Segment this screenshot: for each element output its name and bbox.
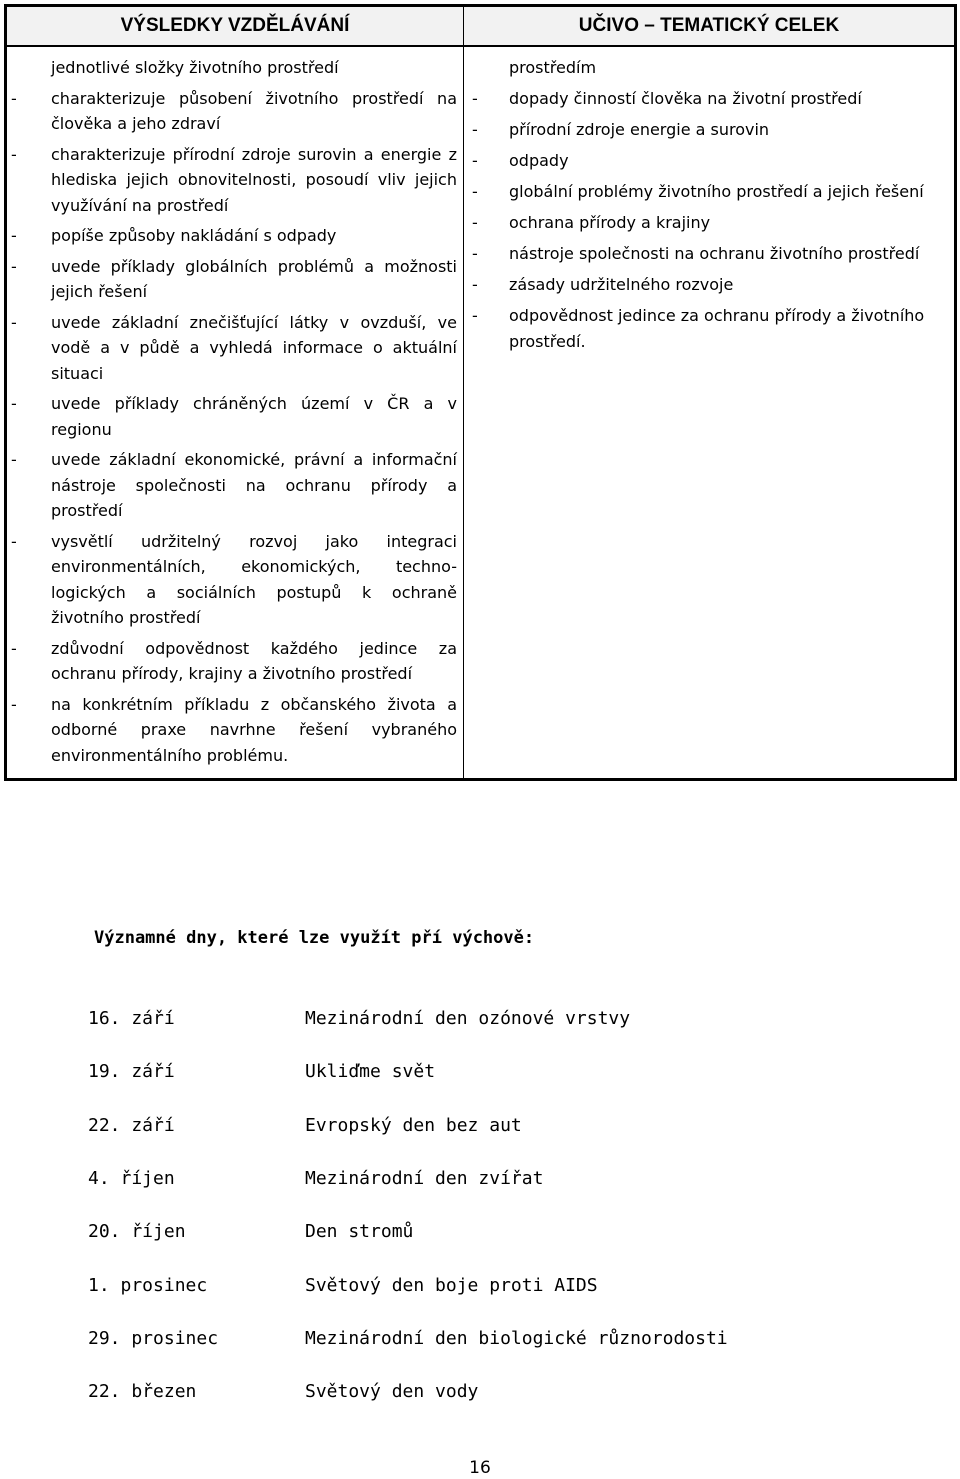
list-item-text: vysvětlí udržitelný rozvoj jako integraci environmentálních, ekonomických, techno-logických a sociálních postupů k ochraně životního prostředí	[51, 531, 457, 627]
list-item	[464, 272, 948, 298]
list-item-text: uvede příklady globálních problémů a možnosti jejich řešení	[51, 256, 457, 301]
list-item	[464, 55, 948, 81]
list-dash: -	[11, 531, 17, 551]
list-dash: -	[11, 638, 17, 658]
list-item	[7, 636, 457, 687]
list-item	[464, 241, 948, 267]
list-item-text: dopady činností člověka na životní prostředí	[509, 89, 862, 108]
list-item	[464, 86, 948, 112]
list-dash: -	[472, 89, 478, 108]
list-item-text: odpovědnost jedince za ochranu přírody a životního prostředí.	[509, 306, 925, 351]
day-date: 20. říjen	[88, 1221, 186, 1243]
list-dash: -	[11, 394, 17, 413]
list-item	[7, 55, 457, 81]
list-item	[464, 210, 948, 236]
list-item	[7, 223, 457, 249]
list-item	[7, 142, 457, 219]
day-date: 29. prosinec	[88, 1327, 219, 1349]
day-name: Ukliďme svět	[305, 1061, 436, 1083]
list-item	[7, 529, 457, 631]
list-item-text: přírodní zdroje energie a surovin	[509, 120, 770, 139]
list-item-text: charakterizuje působení životního prostředí na člověka a jeho zdraví	[51, 88, 457, 133]
list-item-text: uvede základní znečišťující látky v ovzduší, ve vodě a v půdě a vyhledá informace o aktuální situaci	[51, 312, 457, 383]
day-name: Mezinárodní den ozónové vrstvy	[305, 1008, 631, 1029]
curriculum-cell	[464, 46, 956, 780]
list-dash: -	[11, 144, 17, 164]
day-name: Světový den boje proti AIDS	[305, 1274, 598, 1296]
left-intro-text: jednotlivé složky životního prostředí	[51, 58, 339, 77]
list-item-text: zásady udržitelného rozvoje	[509, 275, 734, 294]
list-item	[464, 303, 948, 354]
learning-outcomes-cell	[6, 46, 464, 780]
day-date: 4. říjen	[88, 1167, 175, 1189]
important-day-row	[88, 1381, 478, 1411]
list-dash: -	[11, 312, 17, 332]
list-item-text: ochrana přírody a krajiny	[509, 213, 711, 232]
curriculum-list	[464, 86, 948, 354]
list-dash: -	[472, 120, 478, 139]
list-dash: -	[472, 275, 478, 294]
important-day-row	[88, 1221, 413, 1251]
list-item	[7, 254, 457, 305]
list-dash: -	[472, 306, 478, 325]
important-day-row	[88, 1061, 435, 1091]
day-name: Mezinárodní den zvířat	[305, 1167, 544, 1189]
list-item-text: odpady	[509, 151, 569, 170]
list-item-text: globální problémy životního prostředí a jejich řešení	[509, 182, 924, 201]
header-curriculum-topic: UČIVO – TEMATICKÝ CELEK	[464, 6, 956, 47]
list-item-text: nástroje společnosti na ochranu životního prostředí	[509, 244, 920, 263]
list-item	[7, 391, 457, 442]
important-day-row	[88, 1275, 598, 1305]
list-item	[464, 148, 948, 174]
header-learning-outcomes: VÝSLEDKY VZDĚLÁVÁNÍ	[6, 6, 464, 47]
list-item	[464, 179, 948, 205]
list-item	[464, 117, 948, 143]
day-date: 22. září	[88, 1114, 175, 1136]
table-header-row	[6, 6, 956, 47]
table-row	[6, 46, 956, 780]
list-dash: -	[11, 450, 17, 469]
day-name: Mezinárodní den biologické různorodosti	[305, 1327, 728, 1349]
day-name: Den stromů	[305, 1221, 414, 1243]
curriculum-table	[4, 4, 957, 781]
day-date: 16. září	[88, 1008, 175, 1029]
list-item-text: popíše způsoby nakládání s odpady	[51, 226, 337, 245]
page-number: 16	[469, 1458, 491, 1478]
day-date: 19. září	[88, 1061, 175, 1083]
learning-outcomes-list	[7, 86, 457, 769]
day-date: 22. březen	[88, 1381, 197, 1403]
list-dash: -	[11, 694, 17, 714]
important-day-row	[88, 1168, 543, 1198]
list-item-text: charakterizuje přírodní zdroje surovin a energie z hlediska jejich obnovitelnosti, posoudí vliv jejich využívání na prostředí	[51, 144, 457, 215]
important-day-row	[88, 1008, 630, 1038]
list-dash: -	[11, 226, 17, 245]
list-item	[7, 86, 457, 137]
list-dash: -	[472, 182, 478, 201]
list-dash: -	[11, 88, 17, 108]
list-item	[7, 692, 457, 769]
list-dash: -	[472, 213, 478, 232]
list-item-text: na konkrétním příkladu z občanského života a odborné praxe navrhne řešení vybraného environmentálního problému.	[51, 694, 457, 765]
list-dash: -	[472, 151, 478, 170]
day-name: Evropský den bez aut	[305, 1114, 522, 1136]
list-item-text: zdůvodní odpovědnost každého jedince za ochranu přírody, krajiny a životního prostředí	[51, 638, 457, 683]
list-item-text: uvede příklady chráněných území v ČR a v regionu	[51, 394, 457, 439]
list-item	[7, 447, 457, 524]
list-dash: -	[472, 244, 478, 263]
important-day-row	[88, 1328, 728, 1358]
right-intro-text: prostředím	[509, 58, 597, 77]
list-item-text: uvede základní ekonomické, právní a informační nástroje společnosti na ochranu přírody a prostředí	[51, 450, 457, 520]
list-dash: -	[11, 256, 17, 276]
day-date: 1. prosinec	[88, 1274, 208, 1296]
list-item	[7, 310, 457, 387]
important-days-heading: Významné dny, které lze využít pří výchově:	[94, 928, 535, 948]
day-name: Světový den vody	[305, 1381, 479, 1403]
important-day-row	[88, 1115, 522, 1145]
